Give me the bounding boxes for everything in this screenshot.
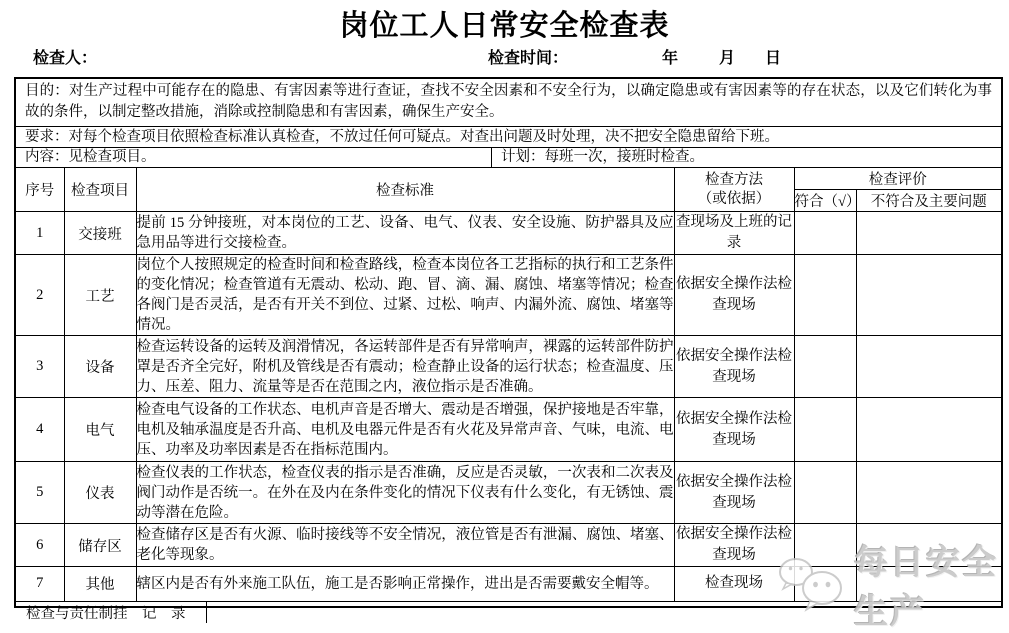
record-label: 检查与责任制挂 记 录 [16,602,207,623]
header-row-1 [16,168,1001,190]
nonconform-cell [856,398,1001,462]
watermark-text: 每日安全生产 [854,544,998,631]
conform-cell [794,255,856,336]
row-no: 4 [16,398,64,462]
row-standard: 检查运转设备的运转及润滑情况，各运转部件是否有异常响声，裸露的运转部件防护罩是否齐全完好，附机及管线是否有震动；检查静止设备的运行状态；检查温度、压力、压差、阻力、流量等是否在范围之内，液位指示是否准确。 [136,336,674,398]
conform-cell [794,524,856,567]
header-evaluation: 检查评价 [794,168,1001,190]
inspection-table [16,168,1001,601]
table-row [16,212,1001,255]
form-body [14,77,1003,622]
row-no: 3 [16,336,64,398]
header-no: 序号 [16,168,64,212]
purpose-row: 目的：对生产过程中可能存在的隐患、有害因素等进行查证，查找不安全因素和不安全行为，以确定隐患或有害因素等的存在状态，以及它们转化为事故的条件，以制定整改措施，消除或控制隐患和有害因素，确保生产安全。 [25,83,992,120]
row-method: 检查现场 [674,567,794,601]
header-conform: 符合（√） [794,190,856,212]
requirement-row: 要求：对每个检查项目依照检查标准认真检查，不放过任何可疑点。对查出问题及时处理，决不把安全隐患留给下班。 [16,126,1001,147]
nonconform-cell [856,524,1001,567]
row-no: 1 [16,212,64,255]
header-nonconform: 不符合及主要问题 [856,190,1001,212]
row-item: 仪表 [64,462,136,524]
conform-cell [794,212,856,255]
row-method: 依据安全操作法检查现场 [674,255,794,336]
table-row [16,398,1001,462]
page-title: 岗位工人日常安全检查表 [339,10,670,42]
row-item: 其他 [64,567,136,601]
table-row [16,336,1001,398]
row-standard: 提前 15 分钟接班，对本岗位的工艺、设备、电气、仪表、安全设施、防护器具及应急用品等进行交接检查。 [136,212,674,255]
table-row [16,524,1001,567]
row-standard: 岗位个人按照规定的检查时间和检查路线，检查本岗位各工艺指标的执行和工艺条件的变化情况；检查管道有无震动、松动、跑、冒、滴、漏、腐蚀、堵塞等情况；检查各阀门是否灵活，是否有开关不到位、过紧、过松、响声、内漏外流、腐蚀、堵塞等情况。 [136,255,674,336]
row-item: 设备 [64,336,136,398]
row-item: 储存区 [64,524,136,567]
row-standard: 检查储存区是否有火源、临时接线等不安全情况，液位管是否有泄漏、腐蚀、堵塞、老化等现象。 [136,524,674,567]
row-no: 7 [16,567,64,601]
header-method-line1: 检查方法 [705,171,763,188]
row-item: 工艺 [64,255,136,336]
header-standard: 检查标准 [136,168,674,212]
table-row [16,462,1001,524]
row-method: 依据安全操作法检查现场 [674,398,794,462]
conform-cell [794,462,856,524]
nonconform-cell [856,567,1001,601]
conform-cell [794,567,856,601]
row-method: 依据安全操作法检查现场 [674,524,794,567]
header-item: 检查项目 [64,168,136,212]
row-no: 2 [16,255,64,336]
row-standard: 检查仪表的工作状态，检查仪表的指示是否准确，反应是否灵敏，一次表和二次表及阀门动作是否统一。在外在及内在条件变化的情况下仪表有什么变化，有无锈蚀、震动等潜在危险。 [136,462,674,524]
conform-cell [794,336,856,398]
row-no: 5 [16,462,64,524]
row-method: 依据安全操作法检查现场 [674,462,794,524]
content-cell: 内容：见检查项目。 [16,148,492,167]
day-label: 日 [765,50,782,67]
nonconform-cell [856,336,1001,398]
time-label: 检查时间： [488,50,569,67]
header-method [674,168,794,212]
record-row [16,601,1001,623]
row-standard: 辖区内是否有外来施工队伍，施工是否影响正常操作，进出是否需要戴安全帽等。 [136,567,674,601]
plan-cell: 计划：每班一次，接班时检查。 [501,149,704,165]
info-row [0,47,1009,71]
conform-cell [794,398,856,462]
row-method: 查现场及上班的记录 [674,212,794,255]
nonconform-cell [856,462,1001,524]
row-standard: 检查电气设备的工作状态、电机声音是否增大、震动是否增强，保护接地是否牢靠，电机及轴承温度是否升高、电机及电器元件是否有火花及异常声音、气味，电流、电压、功率及功率因素是否在指标范围内。 [136,398,674,462]
table-row [16,255,1001,336]
table-row [16,567,1001,601]
month-label: 月 [719,50,736,67]
header-method-line2: （或依据） [697,190,771,207]
content-plan-row [16,147,1001,168]
row-method: 依据安全操作法检查现场 [674,336,794,398]
nonconform-cell [856,212,1001,255]
year-label: 年 [662,50,679,67]
record-blank-cell [207,602,1001,623]
row-no: 6 [16,524,64,567]
row-item: 电气 [64,398,136,462]
inspector-label: 检查人： [33,50,98,67]
row-item: 交接班 [64,212,136,255]
nonconform-cell [856,255,1001,336]
